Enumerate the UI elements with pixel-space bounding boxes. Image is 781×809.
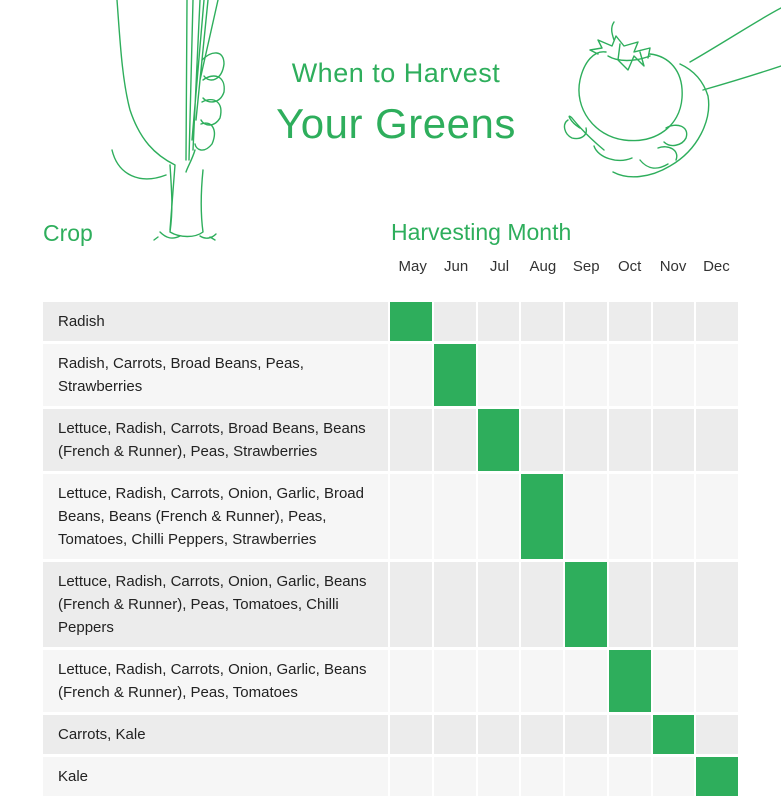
table-row bbox=[43, 562, 738, 647]
month-label-may: May bbox=[398, 258, 427, 275]
harvest-cell bbox=[521, 650, 563, 712]
month-label-oct: Oct bbox=[617, 258, 642, 275]
harvest-cell bbox=[390, 344, 432, 406]
harvest-cell bbox=[390, 715, 432, 754]
harvest-cell-marked bbox=[434, 344, 476, 406]
harvest-cell bbox=[565, 650, 607, 712]
harvest-cell bbox=[696, 409, 738, 471]
table-row bbox=[43, 650, 738, 712]
harvest-cell bbox=[521, 302, 563, 341]
harvest-cell-marked bbox=[609, 650, 651, 712]
crop-cell: Radish bbox=[43, 302, 388, 341]
title-line-1: When to Harvest bbox=[291, 58, 501, 88]
harvest-cell bbox=[696, 302, 738, 341]
harvest-cell bbox=[478, 344, 520, 406]
month-column-heading: Harvesting Month bbox=[391, 219, 572, 245]
harvest-cell bbox=[434, 302, 476, 341]
harvest-cell bbox=[478, 757, 520, 796]
harvest-cell bbox=[653, 562, 695, 647]
harvest-cell bbox=[696, 650, 738, 712]
harvest-cell-marked bbox=[696, 757, 738, 796]
harvest-cell bbox=[653, 302, 695, 341]
harvest-cell bbox=[565, 302, 607, 341]
harvest-cell bbox=[434, 474, 476, 559]
harvest-cell bbox=[434, 562, 476, 647]
harvest-cell bbox=[478, 302, 520, 341]
harvest-cell bbox=[434, 409, 476, 471]
harvest-cell bbox=[390, 562, 432, 647]
harvest-cell bbox=[521, 757, 563, 796]
table-row bbox=[43, 302, 738, 341]
harvest-cell bbox=[521, 344, 563, 406]
harvest-cell bbox=[653, 409, 695, 471]
month-labels bbox=[391, 258, 738, 280]
harvest-cell bbox=[565, 344, 607, 406]
harvest-cell bbox=[565, 409, 607, 471]
harvest-cell bbox=[696, 344, 738, 406]
harvest-cell-marked bbox=[478, 409, 520, 471]
crop-cell: Carrots, Kale bbox=[43, 715, 388, 754]
harvest-cell bbox=[696, 474, 738, 559]
harvest-cell bbox=[609, 409, 651, 471]
harvest-cell bbox=[478, 715, 520, 754]
harvest-cell bbox=[653, 650, 695, 712]
harvest-cell bbox=[653, 344, 695, 406]
harvest-cell bbox=[609, 715, 651, 754]
harvest-cell bbox=[521, 409, 563, 471]
table-row bbox=[43, 757, 738, 796]
crop-cell: Radish, Carrots, Broad Beans, Peas, Strawberries bbox=[43, 344, 388, 406]
crop-cell: Lettuce, Radish, Carrots, Broad Beans, Beans (French & Runner), Peas, Strawberries bbox=[43, 409, 388, 471]
month-label-dec: Dec bbox=[703, 258, 730, 275]
crop-column-heading: Crop bbox=[43, 220, 93, 246]
harvest-cell bbox=[390, 650, 432, 712]
harvest-cell bbox=[696, 715, 738, 754]
harvest-cell bbox=[653, 474, 695, 559]
harvest-table bbox=[43, 302, 738, 796]
harvest-cell bbox=[521, 562, 563, 647]
crop-cell: Lettuce, Radish, Carrots, Onion, Garlic, Broad Beans, Beans (French & Runner), Peas, Tomatoes, Chilli Peppers, Strawberries bbox=[43, 474, 388, 559]
title-line-2: Your Greens bbox=[276, 100, 516, 147]
month-label-jun: Jun bbox=[443, 258, 469, 275]
harvest-cell bbox=[478, 650, 520, 712]
crop-cell: Kale bbox=[43, 757, 388, 796]
crop-cell: Lettuce, Radish, Carrots, Onion, Garlic, Beans (French & Runner), Peas, Tomatoes bbox=[43, 650, 388, 712]
harvest-cell bbox=[434, 650, 476, 712]
harvest-cell bbox=[390, 474, 432, 559]
table-row bbox=[43, 409, 738, 471]
harvest-cell bbox=[609, 344, 651, 406]
month-label-sep: Sep bbox=[572, 258, 600, 275]
month-label-aug: Aug bbox=[529, 258, 557, 275]
table-row bbox=[43, 474, 738, 559]
crop-cell: Lettuce, Radish, Carrots, Onion, Garlic, Beans (French & Runner), Peas, Tomatoes, Chilli Peppers bbox=[43, 562, 388, 647]
harvest-cell bbox=[434, 757, 476, 796]
table-row bbox=[43, 344, 738, 406]
harvest-cell bbox=[390, 409, 432, 471]
month-label-nov: Nov bbox=[659, 258, 687, 275]
harvest-cell bbox=[478, 474, 520, 559]
harvest-cell bbox=[478, 562, 520, 647]
harvest-cell-marked bbox=[565, 562, 607, 647]
harvest-cell-marked bbox=[653, 715, 695, 754]
harvest-cell bbox=[390, 757, 432, 796]
harvest-cell bbox=[609, 562, 651, 647]
harvest-cell bbox=[521, 715, 563, 754]
harvest-cell bbox=[609, 474, 651, 559]
harvest-cell bbox=[565, 715, 607, 754]
harvest-cell bbox=[434, 715, 476, 754]
harvest-cell bbox=[653, 757, 695, 796]
month-label-jul: Jul bbox=[489, 258, 510, 275]
harvest-cell-marked bbox=[390, 302, 432, 341]
harvest-cell bbox=[609, 757, 651, 796]
hand-holding-tomato-illustration bbox=[558, 0, 781, 185]
harvest-cell-marked bbox=[521, 474, 563, 559]
table-row bbox=[43, 715, 738, 754]
harvest-cell bbox=[565, 474, 607, 559]
harvest-cell bbox=[565, 757, 607, 796]
harvest-cell bbox=[609, 302, 651, 341]
harvest-cell bbox=[696, 562, 738, 647]
